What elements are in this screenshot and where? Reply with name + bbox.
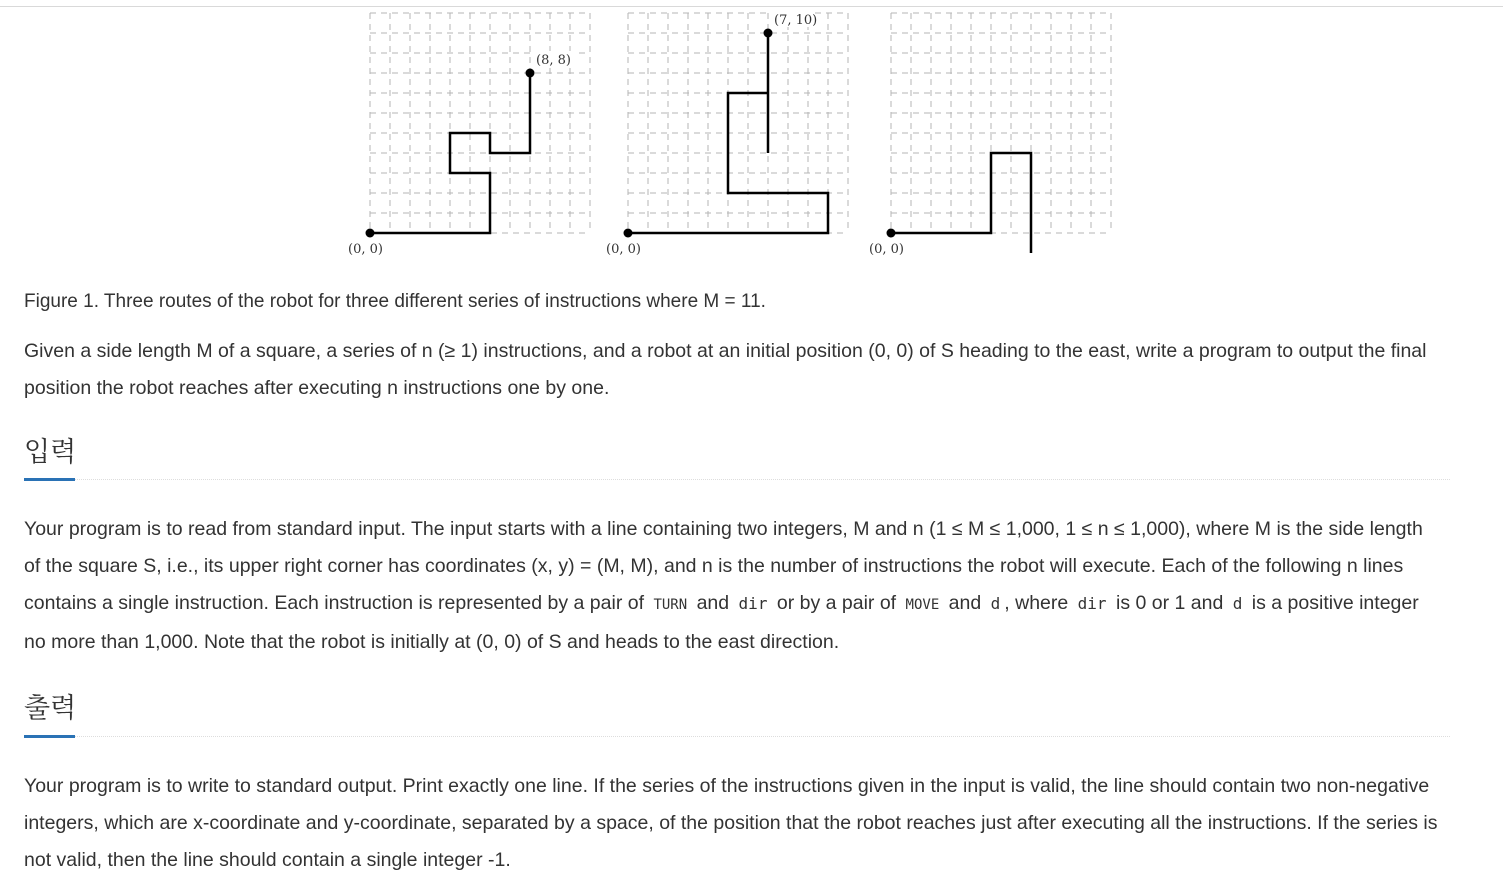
input-text-1: Your program is to read from standard input. The input starts with a line containing two integers, M and n (1 ≤ M ≤ 1,000, 1 ≤ n ≤ 1,000), where M is the side length of the square S, i.e., its upper right corner has coordinates (x, y) = (M, M), and n is the number of instructions the robot will execute. Each of the following n lines contains a single instruction. Each instruction is represented by a pair of [24, 518, 1423, 614]
input-heading-accent [24, 478, 75, 481]
robot-route [891, 153, 1031, 253]
input-text-3: or by a pair of [776, 592, 897, 614]
start-point [887, 229, 896, 238]
input-heading: 입력 [24, 437, 77, 468]
origin-label: (0, 0) [869, 242, 904, 257]
end-point [764, 29, 773, 38]
input-description [24, 511, 1444, 661]
route-panel-3 [869, 13, 1111, 257]
output-heading-rule [24, 736, 1450, 738]
input-text-6: is 0 or 1 and [1115, 592, 1224, 614]
code-dir: dir [738, 594, 768, 613]
output-description: Your program is to write to standard output. Print exactly one line. If the series of the instructions given in the input is valid, the line should contain two non-negative integers, which are x-coordinate and y-coordinate, separated by a space, of the position that the robot reaches just after executing all the instructions. If the series is not valid, then the line should contain a single integer -1. [24, 775, 1438, 871]
code-d-2: d [1232, 594, 1243, 613]
output-heading-accent [24, 735, 75, 738]
route-figures [0, 0, 1503, 270]
end-label: (8, 8) [536, 53, 571, 68]
figure-caption: Figure 1. Three routes of the robot for three different series of instructions where M = 11. [24, 291, 766, 312]
output-heading: 출력 [24, 693, 77, 724]
code-move: MOVE [905, 597, 940, 613]
code-dir-2: dir [1077, 594, 1107, 613]
route-panel-1 [348, 13, 590, 257]
problem-intro: Given a side length M of a square, a series of n (≥ 1) instructions, and a robot at an initial position (0, 0) of S heading to the east, write a program to output the final position the robot reaches after executing n instructions one by one. [24, 340, 1427, 399]
origin-label: (0, 0) [606, 242, 641, 257]
start-point [624, 229, 633, 238]
code-turn: TURN [653, 597, 688, 613]
figure-1 [0, 0, 1503, 270]
route-panel-2 [606, 11, 848, 257]
input-text-7: is a positive integer no more than 1,000. Note that the robot is initially at (0, 0) of S and heads to the east direction. [24, 592, 1419, 653]
origin-label: (0, 0) [348, 242, 383, 257]
end-point [526, 69, 535, 78]
input-heading-rule [24, 479, 1450, 481]
input-text-5: , where [1004, 592, 1069, 614]
input-text-4: and [948, 592, 982, 614]
start-point [366, 229, 375, 238]
end-label: (7, 10) [774, 13, 818, 28]
code-d: d [990, 594, 1001, 613]
input-text-2: and [696, 592, 730, 614]
